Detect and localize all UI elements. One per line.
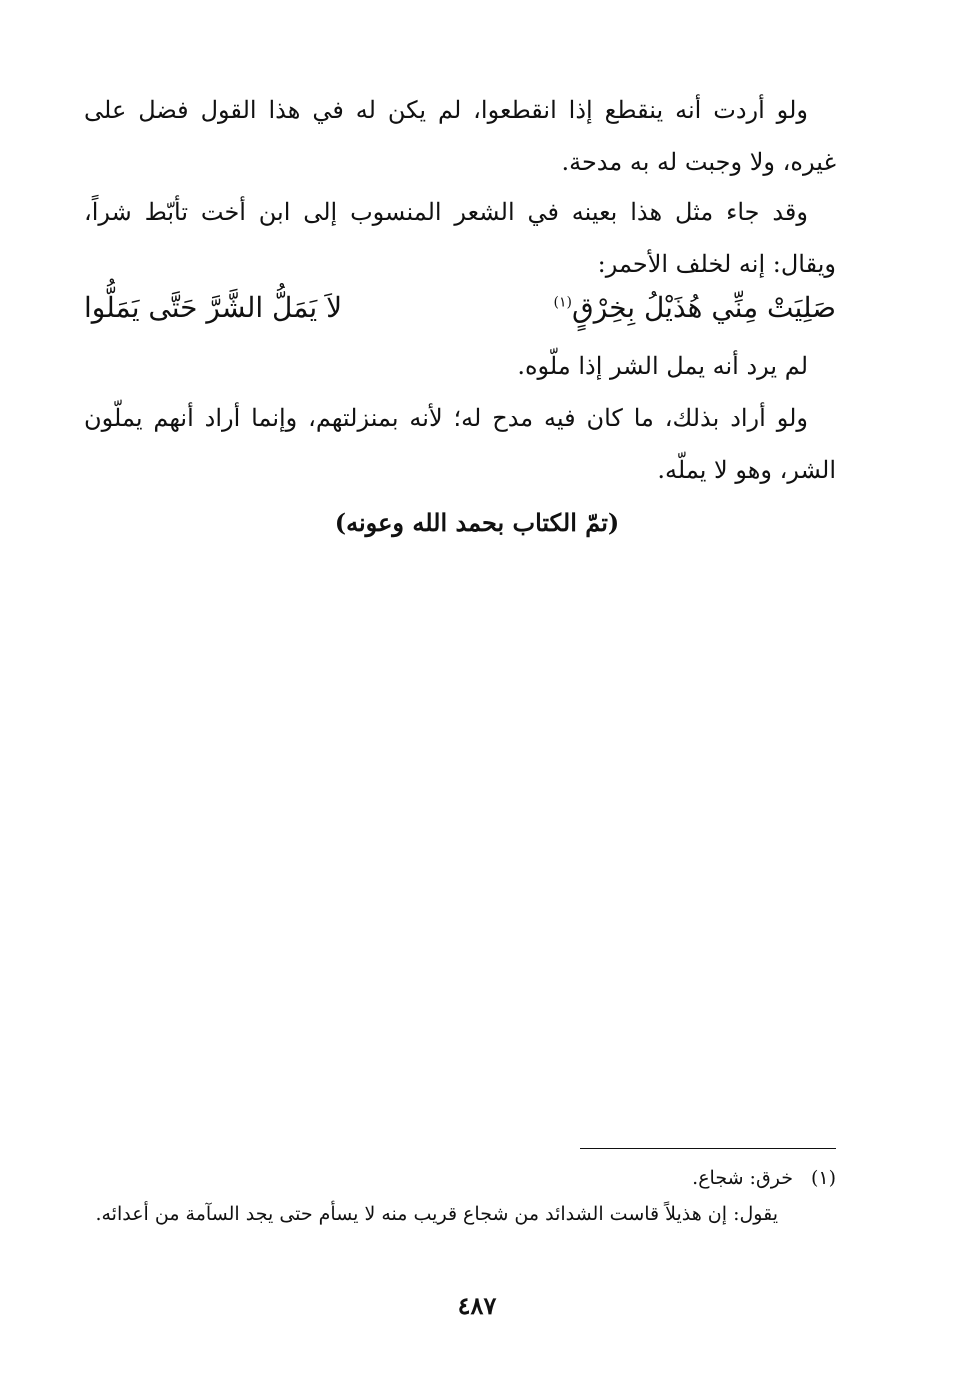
footnote-number: (١) (810, 1167, 836, 1189)
paragraph-1-text: ولو أردت أنه ينقطع إذا انقطعوا، لم يكن له في هذا القول فضل على غيره، ولا وجبت له به مدحة. (84, 96, 836, 176)
footnote-line-1 (84, 1160, 836, 1196)
paragraph-4 (84, 392, 836, 496)
page-number: ٤٨٧ (457, 1291, 497, 1320)
paragraph-4-text: ولو أراد بذلك، ما كان فيه مدح له؛ لأنه بمنزلتهم، وإنما أراد أنهم يملّون الشر، وهو لا يملّه. (84, 404, 836, 484)
paragraph-2-text: وقد جاء مثل هذا بعينه في الشعر المنسوب إلى ابن أخت تأبّط شراً، ويقال: إنه لخلف الأحمر: (84, 198, 836, 278)
paragraph-3 (84, 340, 836, 392)
footnote-line-2: يقول: إن هذيلاً قاست الشدائد من شجاع قريب منه لا يسأم حتى يجد السآمة من أعدائه. (95, 1203, 778, 1225)
poetry-verse (84, 280, 836, 336)
paragraph-1 (84, 84, 836, 188)
footnote-text-1: خرق: شجاع. (692, 1167, 793, 1189)
hemistich-1-text: صَلِيَتْ مِنِّي هُذَيْلُ بِخِرْقٍ (572, 291, 836, 324)
verse-second-hemistich: لاَ يَمَلُّ الشَّرَّ حَتَّى يَمَلُّوا (84, 291, 343, 324)
paragraph-2 (84, 186, 836, 290)
footnotes (84, 1160, 836, 1232)
closing-statement: (تمّ الكتاب بحمد الله وعونه) (334, 508, 620, 537)
paragraph-3-text: لم يرد أنه يمل الشر إذا ملّوه. (517, 352, 808, 380)
verse-first-hemistich (554, 280, 836, 336)
footnote-separator (580, 1148, 836, 1149)
footnote-reference: (١) (553, 294, 573, 311)
